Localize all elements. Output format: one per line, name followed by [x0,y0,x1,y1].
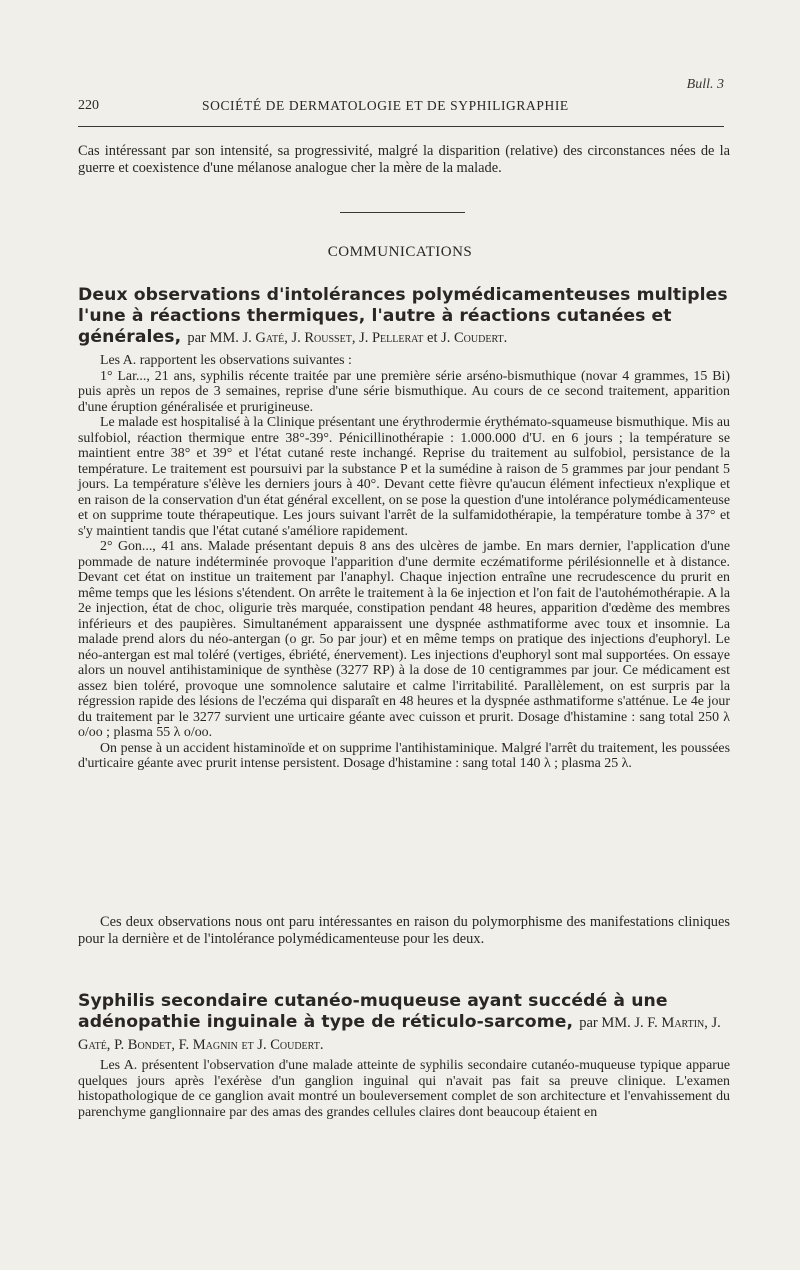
author-name: J. Gaté [242,330,285,346]
author-name: P. Bondet, [114,1037,175,1053]
article-1-title: Deux observations d'intolérances polymédicamenteuses multiples l'une à réactions thermiques, l'autre à réactions cutanées et générales, [78,285,728,347]
section-divider [340,212,465,213]
article-1-conclusion [78,914,730,948]
journal-title: SOCIÉTÉ DE DERMATOLOGIE ET DE SYPHILIGRAPHIE [202,98,569,113]
authors-prefix: par MM. [187,330,239,346]
section-heading: COMMUNICATIONS [327,244,473,260]
body-paragraph: Le malade est hospitalisé à la Clinique présentant une érythrodermie érythémato-squameuse bismuthique. Mis au sulfobiol, réaction thermique entre 38°-39°. Pénicillinothérapie : 1.000.000 d'U. en 6 jours ; la température se maintient entre 38° et 39° et l'état cutané reste inchangé. Reprise du traitement au sulfobiol, persistance de la température. Le traitement est poursuivi par la substance P et la sumédine à raison de 5 grammes par jour pendant 5 jours. La température s'élève les derniers jours à 40°. Devant cette fièvre qu'aucun élément infectieux n'explique et en raison de la conservation d'un état général excellent, on se pose la question d'une intolérance polymédicamenteuse et on supprime toute thérapeutique. Les jours suivant l'arrêt de la sulfamidothérapie, la température tombe à 37° et s'y maintient tandis que l'état cutané s'améliore rapidement. [78,415,730,539]
article-2-title: Syphilis secondaire cutanéo-muqueuse ayant succédé à une adénopathie inguinale à type de réticulo-sarcome, [78,991,668,1032]
running-head [78,98,724,120]
article-1-title-block [78,285,730,349]
author-name: J. Gaté, [78,1015,721,1053]
article-2-title-block [78,991,730,1056]
body-paragraph: On pense à un accident histaminoïde et on supprime l'antihistaminique. Malgré l'arrêt du traitement, les poussées d'urticaire géante avec prurit intense persistent. Dosage d'histamine : sang total 140 λ ; plasma 25 λ. [78,740,730,771]
intro-paragraph: Cas intéressant par son intensité, sa progressivité, malgré la disparition (relative) des circonstances nées de la guerre et coexistence d'une mélanose analogue cher la mère de la malade. [78,143,730,176]
article-1-body [78,353,730,772]
author-name: J. Pellerat [359,330,424,346]
page-number: 220 [78,98,99,113]
authors-prefix: par MM. [579,1015,631,1031]
author-name: J. Coudert. [441,330,508,346]
header-rule [78,126,724,127]
body-paragraph: Les A. présentent l'observation d'une malade atteinte de syphilis secondaire cutanéo-muqueuse typique apparue quelques jours après l'exérèse d'un ganglion inguinal qui n'avait pas fait sa preuve clinique. L'examen histopathologique de ce ganglion avait montré un bouleversement complet de son architecture et l'envahissement du parenchyme ganglionnaire par des amas des grandes cellules claires dont beaucoup étaient en [78,1058,730,1120]
article-2-body [78,1058,730,1120]
article-1-authors: par MM. J. Gaté, J. Rousset, J. Pellerat et J. Coudert. [187,330,508,346]
author-name: J. Rousset [291,330,352,346]
body-paragraph: 1° Lar..., 21 ans, syphilis récente traitée par une première série arséno-bismuthique (novar 4 grammes, 15 Bi) puis après un repos de 3 semaines, reprise d'une série bismuthique. Au cours de ce second traitement, apparition d'une éruption généralisée et prurigineuse. [78,368,730,415]
body-paragraph: 2° Gon..., 41 ans. Malade présentant depuis 8 ans des ulcères de jambe. En mars dernier, l'application d'une pommade de nature indéterminée provoque l'apparition d'une dermite eczématiforme périlésionnelle et à distance. Devant cet état on institue un traitement par l'anaphyl. Chaque injection entraîne une recrudescence du prurit en même temps que les lésions s'étendent. On arrête le traitement à la 6e injection et l'on fait de l'autohémothérapie. A la 2e injection, état de choc, oligurie très marquée, constipation pendant 48 heures, apparition d'œdème des membres inférieurs et des paupières. Simultanément apparaissent une dyspnée asthmatiforme avec toux et insomnie. La malade prend alors du néo-antergan (o gr. 5o par jour) et en même temps on pratique des injections d'euphoryl. Le néo-antergan est mal toléré (vertiges, ébriété, énervement). Les injections d'euphoryl sont mal supportées. On essaye alors un nouvel antihistaminique de synthèse (3277 RP) à la dose de 10 centigrammes par jour. Ce médicament est assez bien toléré, provoque une somnolence salutaire et calme l'irritabilité. Parallèlement, on est surpris par la régression rapide des lésions de l'eczéma qui disparaît en 48 heures et la dyspnée asthmatiforme s'atténue. Le 4e jour du traitement par le 3277 survient une urticaire géante avec cuisson et prurit. Dosage d'histamine : sang total 250 λ o/oo ; plasma 55 λ o/oo. [78,539,730,740]
author-name: J. F. Martin, [634,1015,708,1031]
author-name: F. Magnin et J. Coudert. [178,1037,324,1053]
corner-note: Bull. 3 [686,77,724,92]
body-paragraph: Les A. rapportent les observations suivantes : [100,353,352,368]
conclusion-paragraph: Ces deux observations nous ont paru intéressantes en raison du polymorphisme des manifestations cliniques pour la dernière et de l'intolérance polymédicamenteuse pour les deux. [78,914,730,947]
